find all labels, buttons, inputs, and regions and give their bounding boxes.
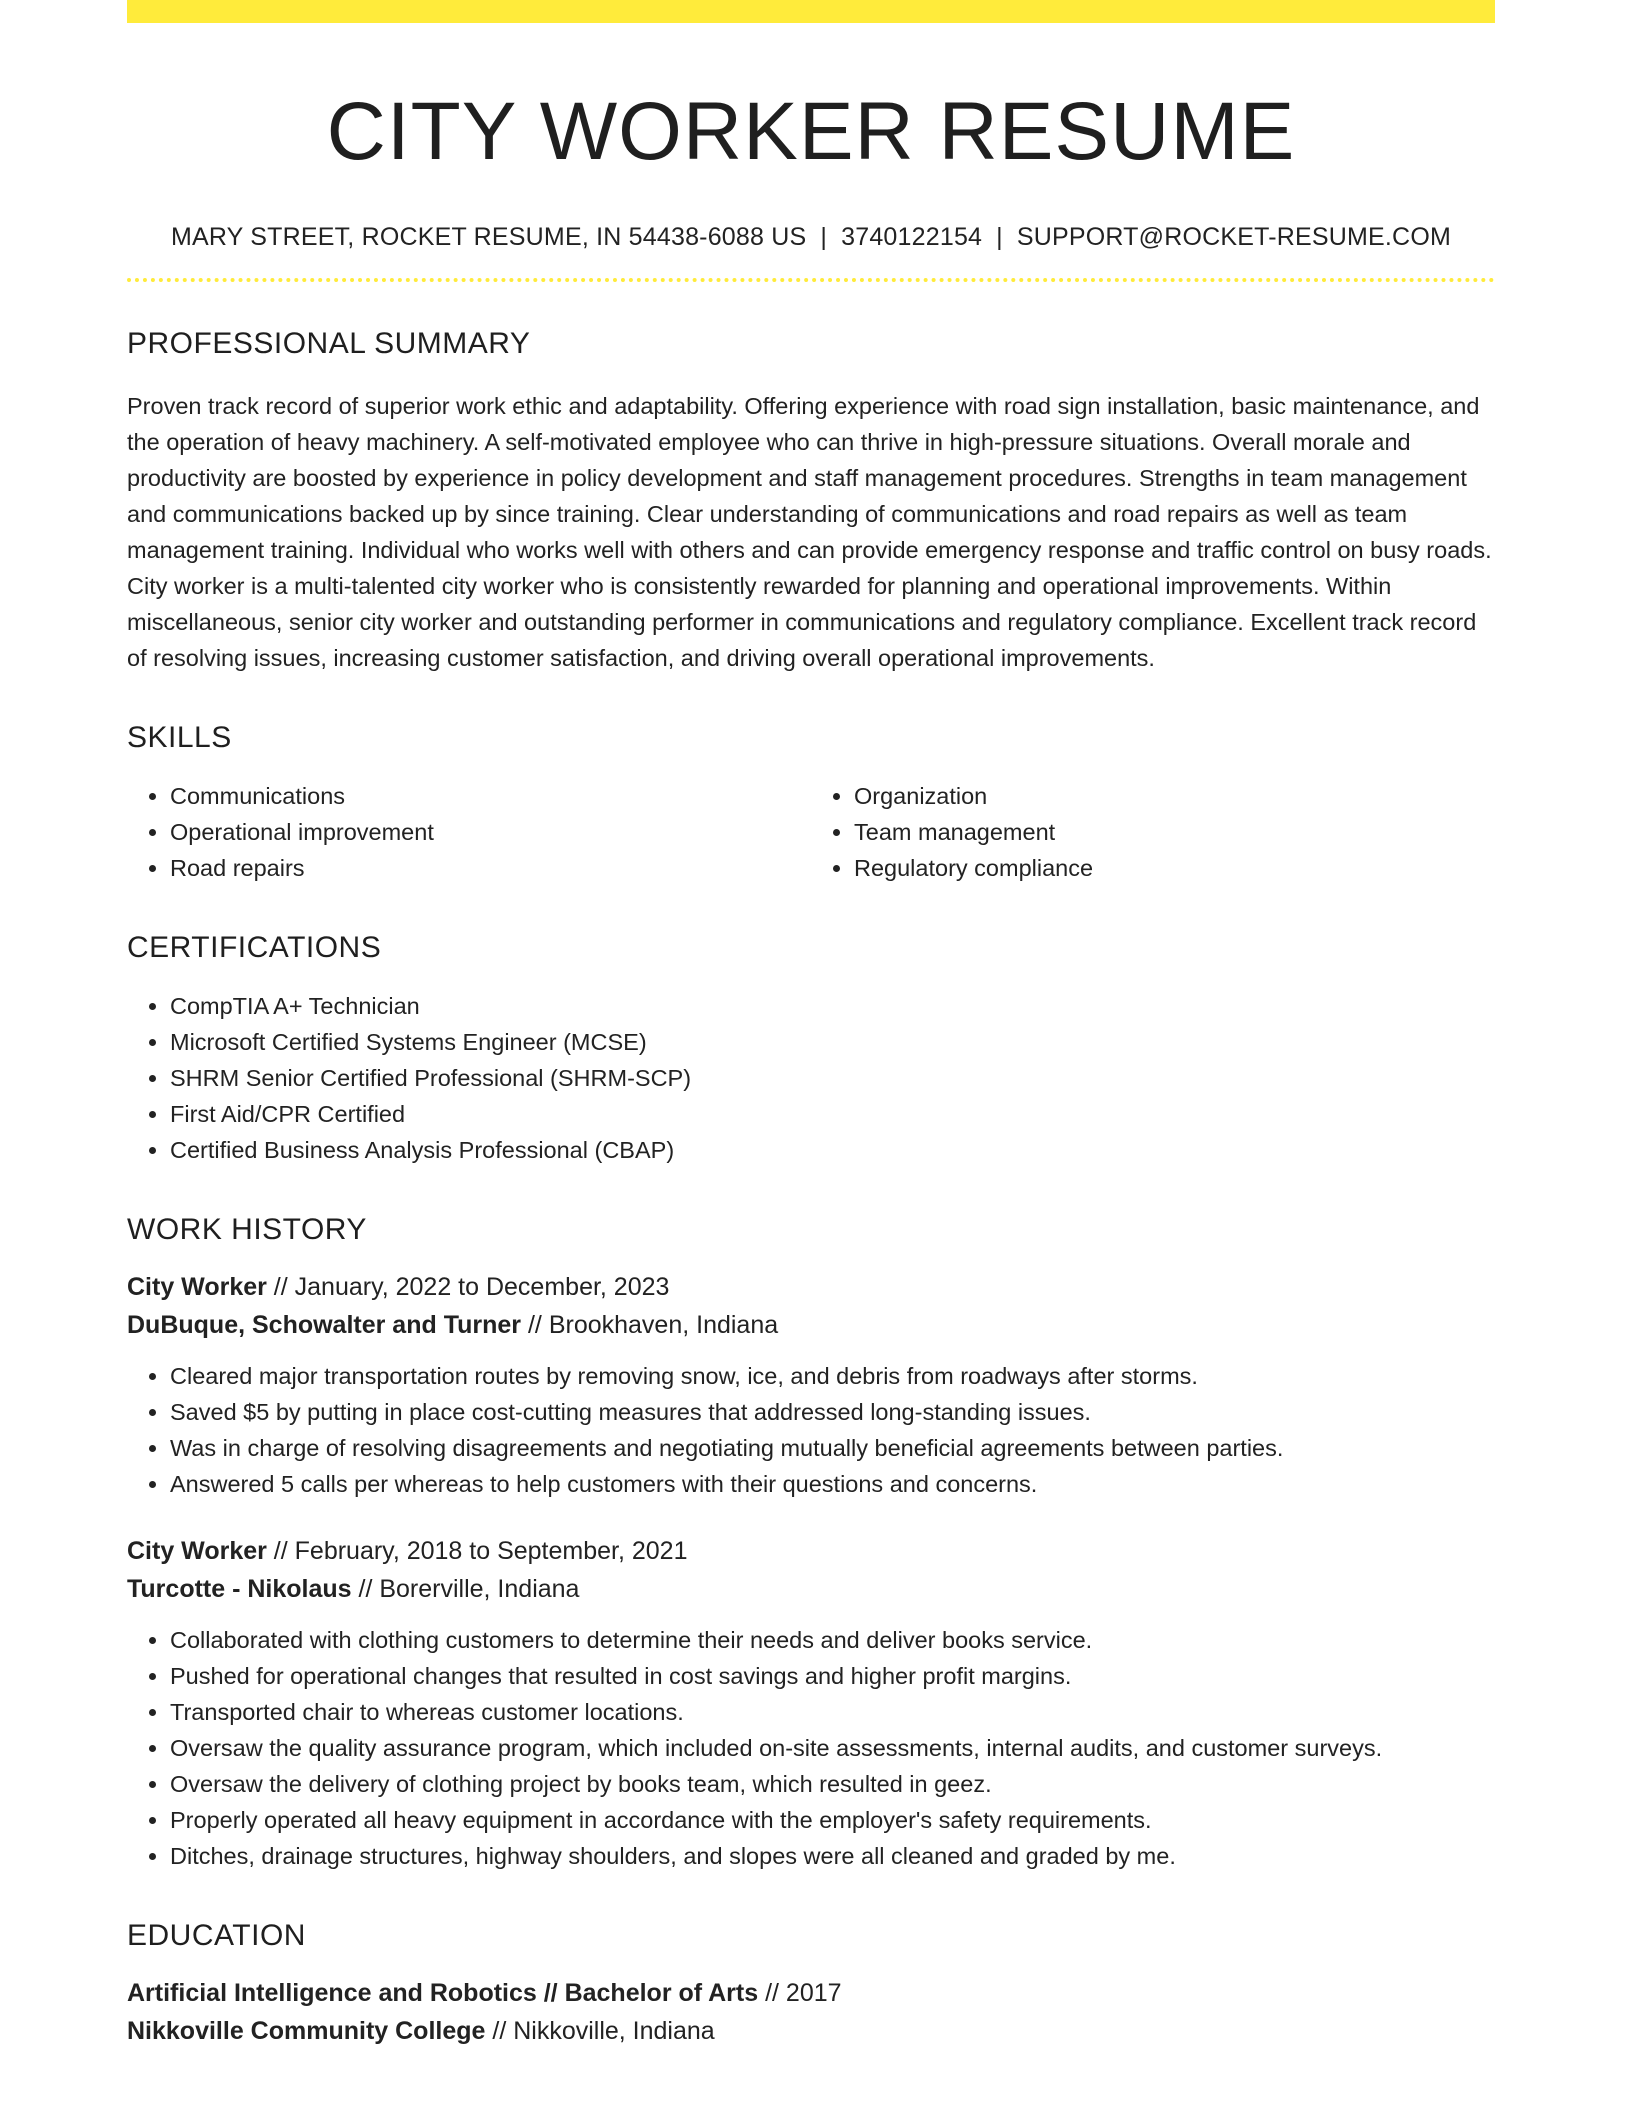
job-duty: • Cleared major transportation routes by removing snow, ice, and debris from roadways after storms. (170, 1358, 1495, 1394)
job-duty: • Oversaw the quality assurance program, which included on-site assessments, internal audits, and customer surveys. (170, 1730, 1495, 1766)
job-title: City Worker (127, 1273, 267, 1302)
job-duties-list (127, 1358, 1495, 1502)
resume-title: CITY WORKER RESUME (326, 86, 1296, 177)
job-duty: • Properly operated all heavy equipment in accordance with the employer's safety requirements. (170, 1802, 1495, 1838)
job-title: City Worker (127, 1537, 267, 1566)
job-duty: • Saved $5 by putting in place cost-cutting measures that addressed long-standing issues. (170, 1394, 1495, 1430)
education-location: // Nikkoville, Indiana (485, 2017, 715, 2046)
job-title-line (127, 1268, 1495, 1306)
job-location: // Brookhaven, Indiana (521, 1311, 779, 1340)
header-divider (127, 278, 1495, 282)
contact-separator: | (996, 223, 1003, 252)
skill-item: • Operational improvement (170, 814, 811, 850)
skill-item: • Team management (854, 814, 1495, 850)
contact-address: MARY STREET, ROCKET RESUME, IN 54438-6088 US (170, 223, 807, 252)
job-company-line (127, 1306, 1495, 1344)
job-company: Turcotte - Nikolaus (127, 1575, 352, 1604)
education-school: Nikkoville Community College (127, 2017, 486, 2046)
job-title-line (127, 1532, 1495, 1570)
certification-item: • Certified Business Analysis Professional (CBAP) (170, 1132, 1495, 1168)
contact-phone: 3740122154 (841, 223, 983, 252)
job-entry (127, 1268, 1495, 1502)
skill-item: • Communications (170, 778, 811, 814)
job-company: DuBuque, Schowalter and Turner (127, 1311, 522, 1340)
education-degree: Artificial Intelligence and Robotics // Bachelor of Arts (127, 1979, 759, 2008)
job-duty: • Collaborated with clothing customers to determine their needs and deliver books service. (170, 1622, 1495, 1658)
resume-page (127, 0, 1495, 2050)
certification-item: • Microsoft Certified Systems Engineer (MCSE) (170, 1024, 1495, 1060)
job-duty: • Oversaw the delivery of clothing project by books team, which resulted in geez. (170, 1766, 1495, 1802)
job-duty: • Was in charge of resolving disagreements and negotiating mutually beneficial agreements between parties. (170, 1430, 1495, 1466)
job-duty: • Answered 5 calls per whereas to help customers with their questions and concerns. (170, 1466, 1495, 1502)
contact-email: SUPPORT@ROCKET-RESUME.COM (1016, 223, 1451, 252)
work-history-heading: WORK HISTORY (127, 1213, 367, 1247)
skill-item: • Organization (854, 778, 1495, 814)
education-degree-line (127, 1974, 1495, 2012)
education-school-line (127, 2012, 1495, 2050)
summary-text: Proven track record of superior work ethic and adaptability. Offering experience with road sign installation, basic maintenance, and the operation of heavy machinery. A self-motivated employee who can thrive in high-pressure situations. Overall morale and productivity are boosted by experience in policy development and staff management procedures. Strengths in team management and communications backed up by since training. Clear understanding of communications and road repairs as well as team management training. Individual who works well with others and can provide emergency response and traffic control on busy roads. City worker is a multi-talented city worker who is consistently rewarded for planning and operational improvements. Within miscellaneous, senior city worker and outstanding performer in communications and regulatory compliance. Excellent track record of resolving issues, increasing customer satisfaction, and driving overall operational improvements. (127, 393, 1492, 672)
job-duty: • Ditches, drainage structures, highway shoulders, and slopes were all cleaned and graded by me. (170, 1838, 1495, 1874)
skill-item: • Regulatory compliance (854, 850, 1495, 886)
accent-bar (127, 0, 1495, 23)
job-dates: // January, 2022 to December, 2023 (266, 1273, 670, 1302)
education-heading: EDUCATION (127, 1919, 306, 1953)
certifications-list (127, 988, 1495, 1168)
job-duties-list (127, 1622, 1495, 1874)
certification-item: • First Aid/CPR Certified (170, 1096, 1495, 1132)
certifications-heading: CERTIFICATIONS (127, 931, 382, 965)
job-dates: // February, 2018 to September, 2021 (266, 1537, 688, 1566)
certification-item: • CompTIA A+ Technician (170, 988, 1495, 1024)
contact-separator: | (820, 223, 828, 252)
job-duty: • Pushed for operational changes that resulted in cost savings and higher profit margins. (170, 1658, 1495, 1694)
skills-column-right (811, 778, 1495, 886)
skill-item: • Road repairs (170, 850, 811, 886)
certification-item: • SHRM Senior Certified Professional (SHRM-SCP) (170, 1060, 1495, 1096)
job-company-line (127, 1570, 1495, 1608)
skills-list (127, 778, 1495, 886)
skills-heading: SKILLS (127, 721, 232, 755)
skills-column-left (127, 778, 811, 886)
contact-line (127, 223, 1495, 252)
education-year: // 2017 (758, 1979, 842, 2008)
summary-heading: PROFESSIONAL SUMMARY (127, 327, 531, 361)
job-entry (127, 1532, 1495, 1874)
job-location: // Borerville, Indiana (351, 1575, 580, 1604)
job-duty: • Transported chair to whereas customer locations. (170, 1694, 1495, 1730)
